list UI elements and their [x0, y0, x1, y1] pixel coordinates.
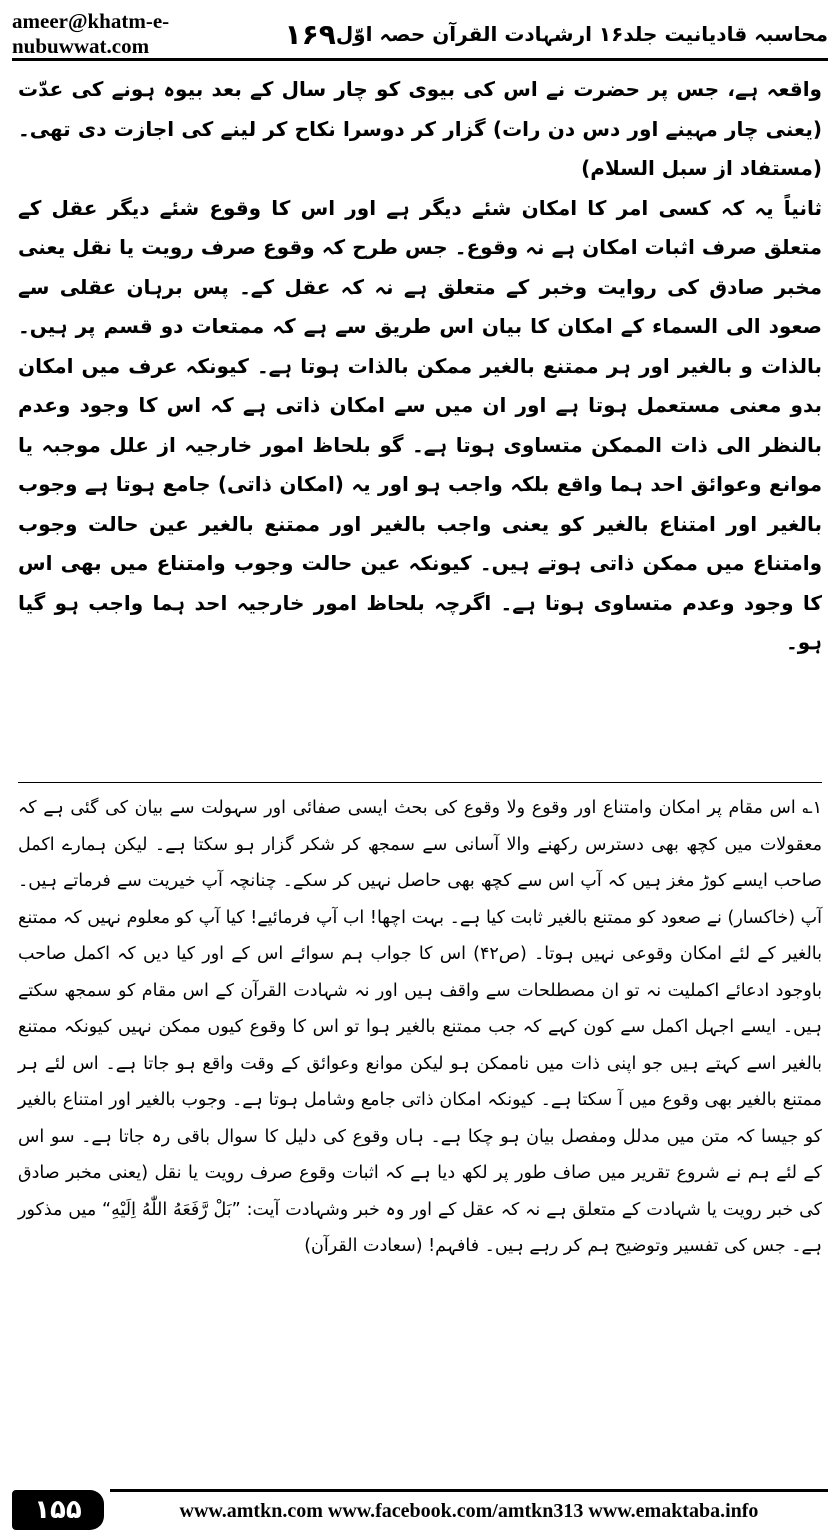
page-header [12, 10, 828, 61]
footnote-divider [18, 782, 822, 783]
header-email[interactable]: ameer@khatm-e-nubuwwat.com [12, 9, 170, 58]
body-paragraph-1: واقعہ ہے، جس پر حضرت نے اس کی بیوی کو چار سال کے بعد بیوہ ہونے کی عدّت (یعنی چار مہینے اور دس دن رات) گزار کر دوسرا نکاح کر لینے کی اجازت دی تھی۔ (مستفاد از سبل السلام) [18, 77, 822, 180]
main-text [18, 70, 822, 663]
footnote [18, 790, 822, 1265]
footer-page-number: ۱۵۵ [12, 1490, 104, 1530]
running-title: محاسبہ قادیانیت جلد۱۶ ارشہادت القرآن حصہ اوّل [335, 22, 828, 46]
footnote-text: اس مقام پر امکان وامتناع اور وقوع ولا وقوع کی بحث ایسی صفائی اور سہولت سے بیان کی گئی ہے کہ معقولات میں کچھ بھی دسترس رکھنے والا آسانی سے سمجھ کر شکر گزار ہو سکتا ہے۔ لیکن ہمارے اکمل صاحب ایسے کوڑ مغز ہیں کہ آپ اس سے کچھ بھی حاصل نہیں کر سکے۔ چنانچہ آپ خیریت سے فرماتے ہیں۔ آپ (خاکسار) نے صعود کو ممتنع بالغیر ثابت کیا ہے۔ بہت اچھا! اب آپ فرمائیے! کیا آپ کو معلوم نہیں کہ ممتنع بالغیر کے لئے امکان وقوعی نہیں ہوتا۔ (ص۴۲) اس کا جواب ہم سوائے اس کے اور کیا دیں کہ اکمل صاحب باوجود ادعائے اکملیت نہ تو ان مصطلحات سے واقف ہیں اور نہ شہادت القرآن کے اس مقام کو سمجھ سکتے ہیں۔ ایسے اجہل اکمل سے کون کہے کہ جب ممتنع بالغیر ہوا تو اس کا وقوع کیوں ممکن نہیں کیونکہ ممتنع بالغیر اسے کہتے ہیں جو اپنی ذات میں ناممکن ہو لیکن موانع وعوائق کے وقت واقع ہو جاتا ہے۔ اس لئے ہر ممتنع بالغیر بھی وقوع میں آ سکتا ہے۔ کیونکہ امکان ذاتی جامع وشامل ہوتا ہے۔ وجوب بالغیر اور امتناع بالغیر کو جیسا کہ متن میں مدلل ومفصل بیان ہو چکا ہے۔ ہاں وقوع کی دلیل کا سوال باقی رہ جاتا ہے۔ سو اس کے لئے ہم نے شروع تقریر میں صاف طور پر لکھ دیا ہے کہ اثبات وقوع صرف رویت یا نقل (یعنی مخبر صادق کی خبر رویت یا شہادت کے متعلق ہے نہ کہ عقل کے اور وہ خبر وشہادت آیت: ”بَلْ رَّفَعَهُ اللّٰهُ اِلَیْهِ“ میں مذکور ہے۔ جس کی تفسیر وتوضیح ہم کر رہے ہیں۔ فافہم! (سعادت القرآن) [18, 798, 822, 1256]
header-left [12, 9, 336, 59]
footer-links[interactable]: www.amtkn.com www.facebook.com/amtkn313 www.emaktaba.info [110, 1489, 828, 1532]
footnote-marker: ۱؎ [802, 798, 822, 818]
body-paragraph-2: ثانیاً یہ کہ کسی امر کا امکان شئے دیگر ہے اور اس کا وقوع شئے دیگر عقل کے متعلق صرف اثبات امکان ہے نہ وقوع۔ جس طرح کہ وقوع صرف رویت یا نقل یعنی مخبر صادق کی روایت وخبر کے متعلق ہے نہ کہ عقل کے۔ پس برہان عقلی سے صعود الی السماء کے امکان کا بیان اس طریق سے ہے کہ ممتعات دو قسم پر ہیں۔ بالذات و بالغیر اور ہر ممتنع بالغیر ممکن بالذات ہوتا ہے۔ کیونکہ عرف میں امکان بدو معنی مستعمل ہوتا ہے اور ان میں سے امکان ذاتی ہے کہ اس کا وجود وعدم بالنظر الی ذات الممکن متساوی ہوتا ہے۔ گو بلحاظ امور خارجیہ از علل موجبہ یا موانع وعوائق احد ہما واقع بلکہ واجب ہو اور یہ (امکان ذاتی) جامع ہوتا ہے وجوب بالغیر اور امتناع بالغیر کو یعنی واجب بالغیر اور ممتنع بالغیر عین حالت وجوب وامتناع میں ممکن ذاتی ہوتے ہیں۔ کیونکہ عین حالت وجوب وامتناع میں بھی اس کا وجود وعدم متساوی ہوتا ہے۔ اگرچہ بلحاظ امور خارجیہ احد ہما واجب ہو گیا ہو۔ [18, 195, 822, 654]
page-footer [12, 1488, 828, 1532]
footnote-paragraph [18, 790, 822, 1265]
header-page-number: ۱۶۹ [284, 17, 336, 51]
